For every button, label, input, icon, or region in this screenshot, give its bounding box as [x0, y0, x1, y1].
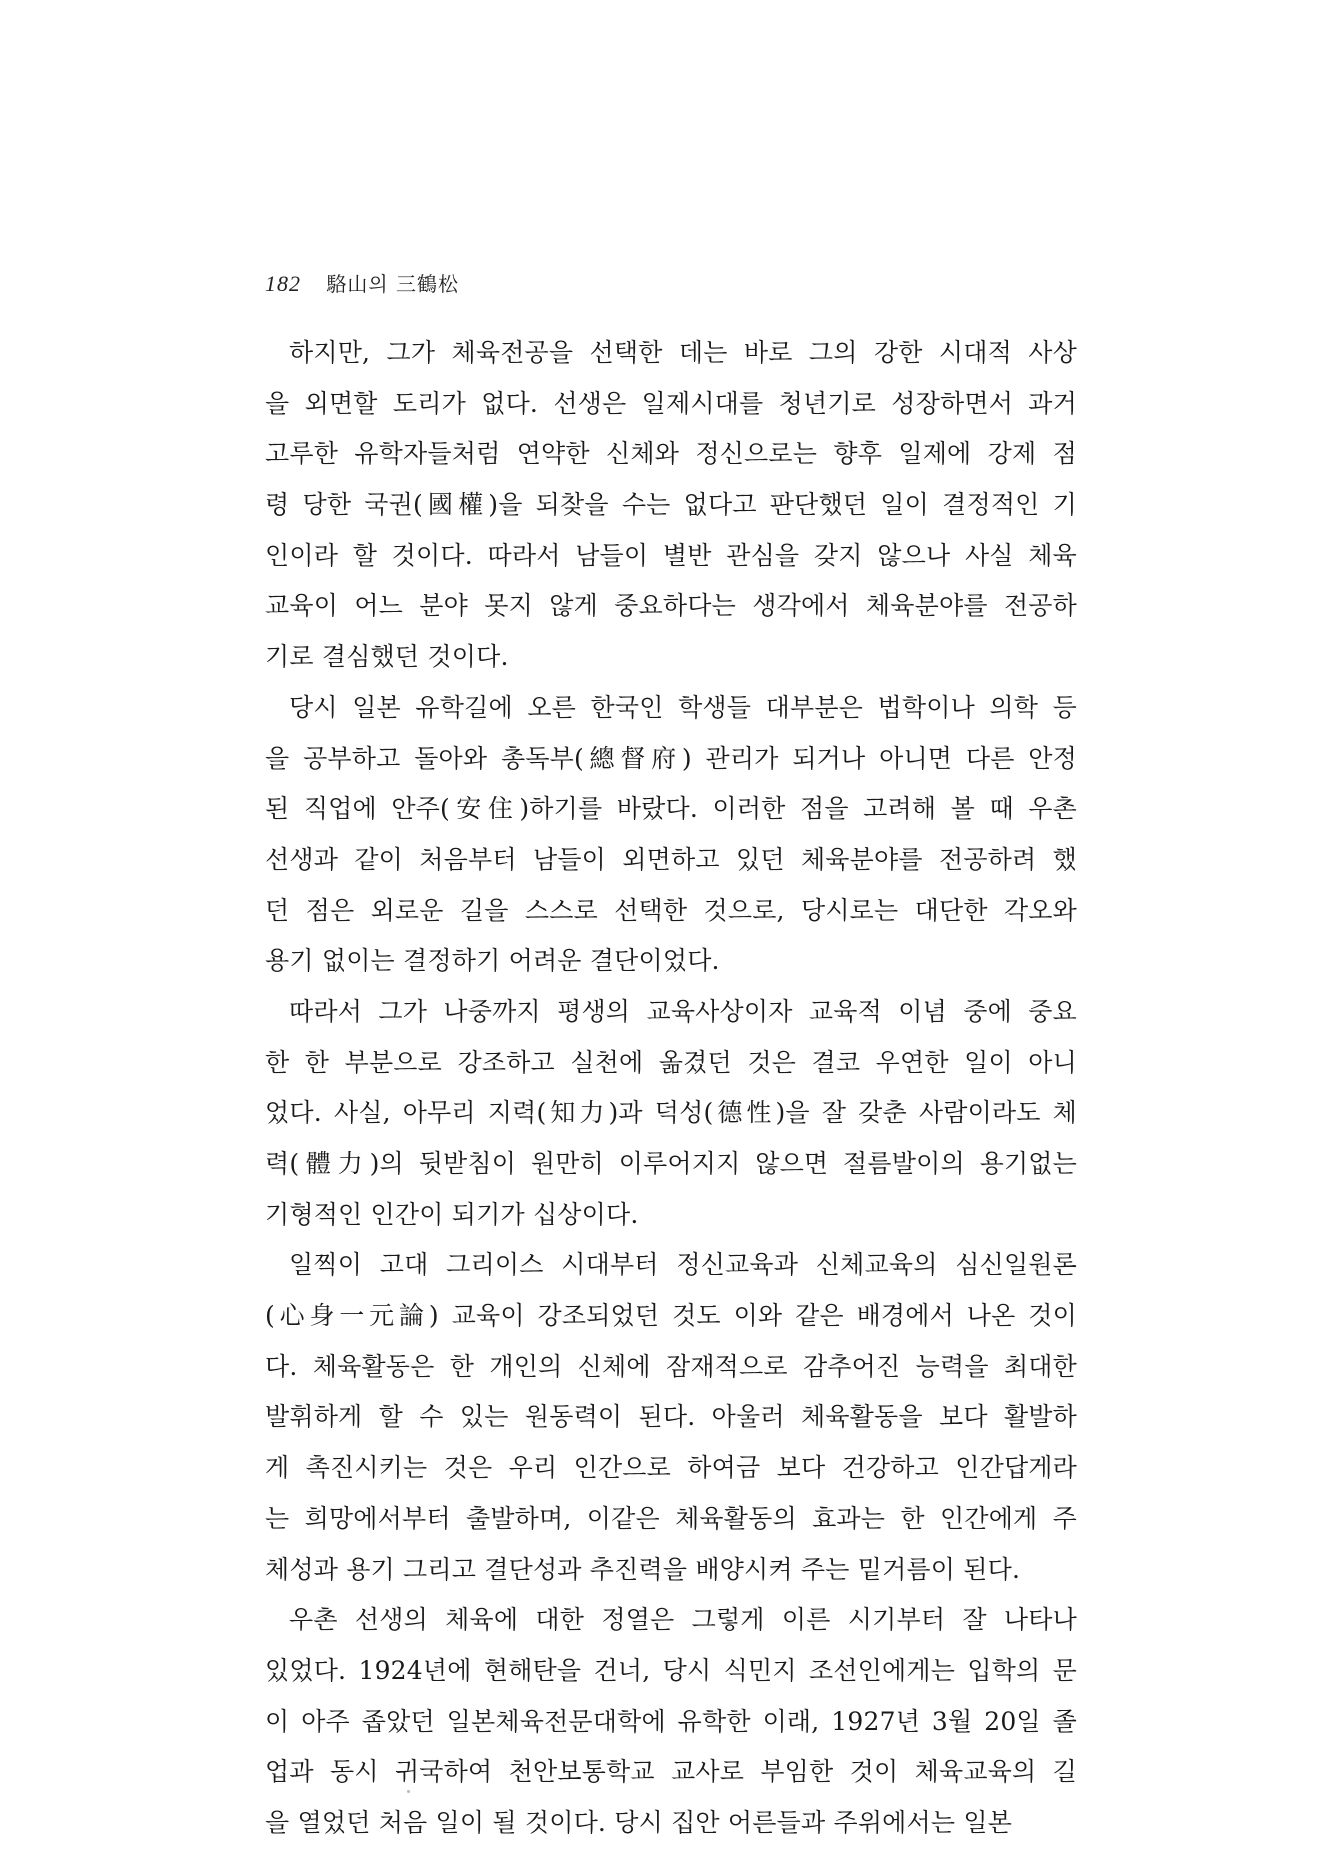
text-line: (心身一元論) 교육이 강조되었던 것도 이와 같은 배경에서 나온 것이: [265, 1301, 1077, 1331]
text-line: 기로 결심했던 것이다.: [265, 642, 509, 672]
paragraph: [265, 987, 1077, 1240]
text-line: 당시 일본 유학길에 오른 한국인 학생들 대부분은 법학이나 의학 등: [289, 692, 1077, 722]
text-line: 력(體力)의 뒷받침이 원만히 이루어지지 않으면 절름발이의 용기없는: [265, 1149, 1077, 1178]
paragraph: [265, 1240, 1077, 1595]
text-line: 령 당한 국권(國權)을 되찾을 수는 없다고 판단했던 일이 결정적인 기: [265, 490, 1077, 520]
text-line: 하지만, 그가 체육전공을 선택한 데는 바로 그의 강한 시대적 사상: [289, 338, 1077, 367]
text-line: 선생과 같이 처음부터 남들이 외면하고 있던 체육분야를 전공하려 했: [265, 844, 1077, 874]
paragraph: [265, 1595, 1077, 1848]
running-header: [265, 268, 459, 297]
text-line: 교육이 어느 분야 못지 않게 중요하다는 생각에서 체육분야를 전공하: [265, 591, 1077, 621]
text-line: 고루한 유학자들처럼 연약한 신체와 정신으로는 향후 일제에 강제 점: [265, 439, 1077, 469]
text-line: 이 아주 좁았던 일본체육전문대학에 유학한 이래, 1927년 3월 20일 졸: [265, 1706, 1077, 1736]
text-line: 을 외면할 도리가 없다. 선생은 일제시대를 청년기로 성장하면서 과거: [265, 388, 1077, 418]
body-text: [265, 328, 1077, 1849]
scan-speck: [407, 1790, 410, 1793]
text-line: 용기 없이는 결정하기 어려운 결단이었다.: [265, 946, 720, 976]
text-line: 었다. 사실, 아무리 지력(知力)과 덕성(德性)을 잘 갖춘 사람이라도 체: [265, 1098, 1077, 1128]
book-title: 駱山의 三鶴松: [326, 272, 460, 296]
text-line: 있었다. 1924년에 현해탄을 건너, 당시 식민지 조선인에게는 입학의 문: [265, 1655, 1077, 1685]
page-number: 182: [265, 271, 301, 296]
text-line: 체성과 용기 그리고 결단성과 추진력을 배양시켜 주는 밑거름이 된다.: [265, 1554, 1021, 1584]
text-line: 우촌 선생의 체육에 대한 정열은 그렇게 이른 시기부터 잘 나타나: [289, 1605, 1077, 1635]
text-line: 는 희망에서부터 출발하며, 이같은 체육활동의 효과는 한 인간에게 주: [265, 1503, 1077, 1533]
text-line: 된 직업에 안주(安住)하기를 바랐다. 이러한 점을 고려해 볼 때 우촌: [265, 794, 1077, 824]
text-line: 던 점은 외로운 길을 스스로 선택한 것으로, 당시로는 대단한 각오와: [265, 895, 1077, 925]
text-line: 을 공부하고 돌아와 총독부(總督府) 관리가 되거나 아니면 다른 안정: [265, 743, 1077, 773]
text-line: 기형적인 인간이 되기가 십상이다.: [265, 1199, 639, 1229]
text-line: 게 촉진시키는 것은 우리 인간으로 하여금 보다 건강하고 인간답게라: [265, 1453, 1077, 1483]
text-line: 한 한 부분으로 강조하고 실천에 옮겼던 것은 결코 우연한 일이 아니: [265, 1047, 1077, 1077]
text-line: 발휘하게 할 수 있는 원동력이 된다. 아울러 체육활동을 보다 활발하: [265, 1402, 1077, 1432]
text-line: 따라서 그가 나중까지 평생의 교육사상이자 교육적 이념 중에 중요: [289, 996, 1077, 1026]
text-line: 일찍이 고대 그리이스 시대부터 정신교육과 신체교육의 심신일원론: [289, 1250, 1077, 1280]
text-line: 업과 동시 귀국하여 천안보통학교 교사로 부임한 것이 체육교육의 길: [265, 1757, 1077, 1787]
text-line: 다. 체육활동은 한 개인의 신체에 잠재적으로 감추어진 능력을 최대한: [265, 1351, 1077, 1381]
text-line: 을 열었던 처음 일이 될 것이다. 당시 집안 어른들과 주위에서는 일본: [265, 1807, 1013, 1837]
paragraph: [265, 683, 1077, 987]
text-line: 인이라 할 것이다. 따라서 남들이 별반 관심을 갖지 않으나 사실 체육: [265, 540, 1077, 570]
paragraph: [265, 328, 1077, 683]
